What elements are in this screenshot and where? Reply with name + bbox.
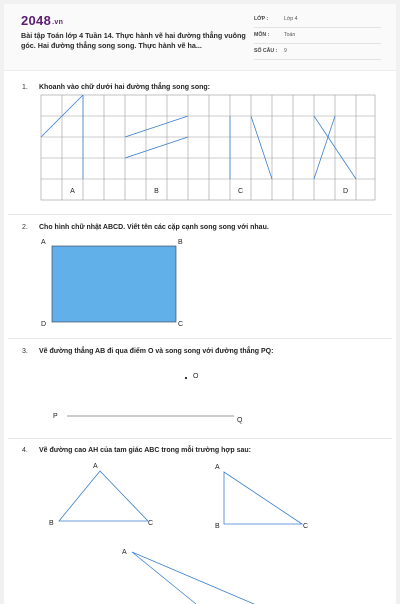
document-title: Bài tập Toán lớp 4 Tuần 14. Thực hành vẽ hai đường thẳng vuông góc. Hai đường thẳng song song. Thực hành vẽ ha... (21, 31, 246, 50)
triangle-3-side-2 (132, 552, 196, 604)
question-3-number: 3. (22, 348, 28, 355)
triangle-2 (224, 472, 302, 524)
triangle-1-label-a: A (93, 463, 98, 470)
rect-label-c: C (178, 321, 184, 328)
section-divider-3 (8, 438, 392, 439)
grid-label-a[interactable]: A (70, 188, 75, 195)
site-logo[interactable]: 2048.vn (21, 13, 64, 28)
meta-subject: MÔN : Toán (254, 31, 381, 44)
triangle-2-label-c: C (303, 523, 309, 530)
section-divider-2 (8, 338, 392, 339)
question-4-number: 4. (22, 447, 28, 454)
question-3-text: Vẽ đường thẳng AB đi qua điểm O và song song với đường thẳng PQ: (39, 348, 274, 355)
question-4-text: Vẽ đường cao AH của tam giác ABC trong mỗi trường hợp sau: (39, 447, 252, 454)
triangle-1-label-b: B (49, 520, 54, 527)
figure-c-line-2 (251, 116, 272, 179)
rect-label-a: A (41, 239, 46, 246)
triangle-3-label-a: A (122, 549, 127, 556)
triangle-2-label-b: B (215, 523, 220, 530)
grid-label-c[interactable]: C (237, 188, 244, 195)
worksheet-page (4, 4, 396, 604)
grid-label-b[interactable]: B (154, 188, 159, 195)
grid-label-d[interactable]: D (342, 188, 349, 195)
figure-d-line-2 (314, 116, 335, 179)
question-2-number: 2. (22, 224, 28, 231)
line-label-p: P (53, 413, 58, 420)
triangle-3 (132, 552, 254, 604)
line-label-q: Q (237, 417, 243, 424)
point-o-dot (185, 377, 187, 379)
triangle-2-label-a: A (215, 464, 220, 471)
figure-b-line-2 (125, 137, 188, 158)
question-1-grid (4, 4, 396, 604)
rectangle-abcd (52, 246, 176, 322)
question-2-text: Cho hình chữ nhật ABCD. Viết tên các cặp cạnh song song với nhau. (39, 224, 269, 231)
meta-question-count: SỐ CÂU : 9 (254, 47, 381, 60)
rect-label-d: D (41, 321, 47, 328)
triangle-1-label-c: C (148, 520, 154, 527)
meta-grade: LỚP : Lớp 4 (254, 15, 381, 28)
triangle-1 (59, 471, 148, 521)
question-1-number: 1. (22, 84, 28, 91)
section-divider-1 (8, 214, 392, 215)
figure-b-line-1 (125, 116, 188, 137)
triangle-3-side-1 (132, 552, 254, 604)
point-o-label: O (193, 373, 199, 380)
question-1-text: Khoanh vào chữ dưới hai đường thẳng song song: (39, 84, 210, 91)
rect-label-b: B (178, 239, 183, 246)
